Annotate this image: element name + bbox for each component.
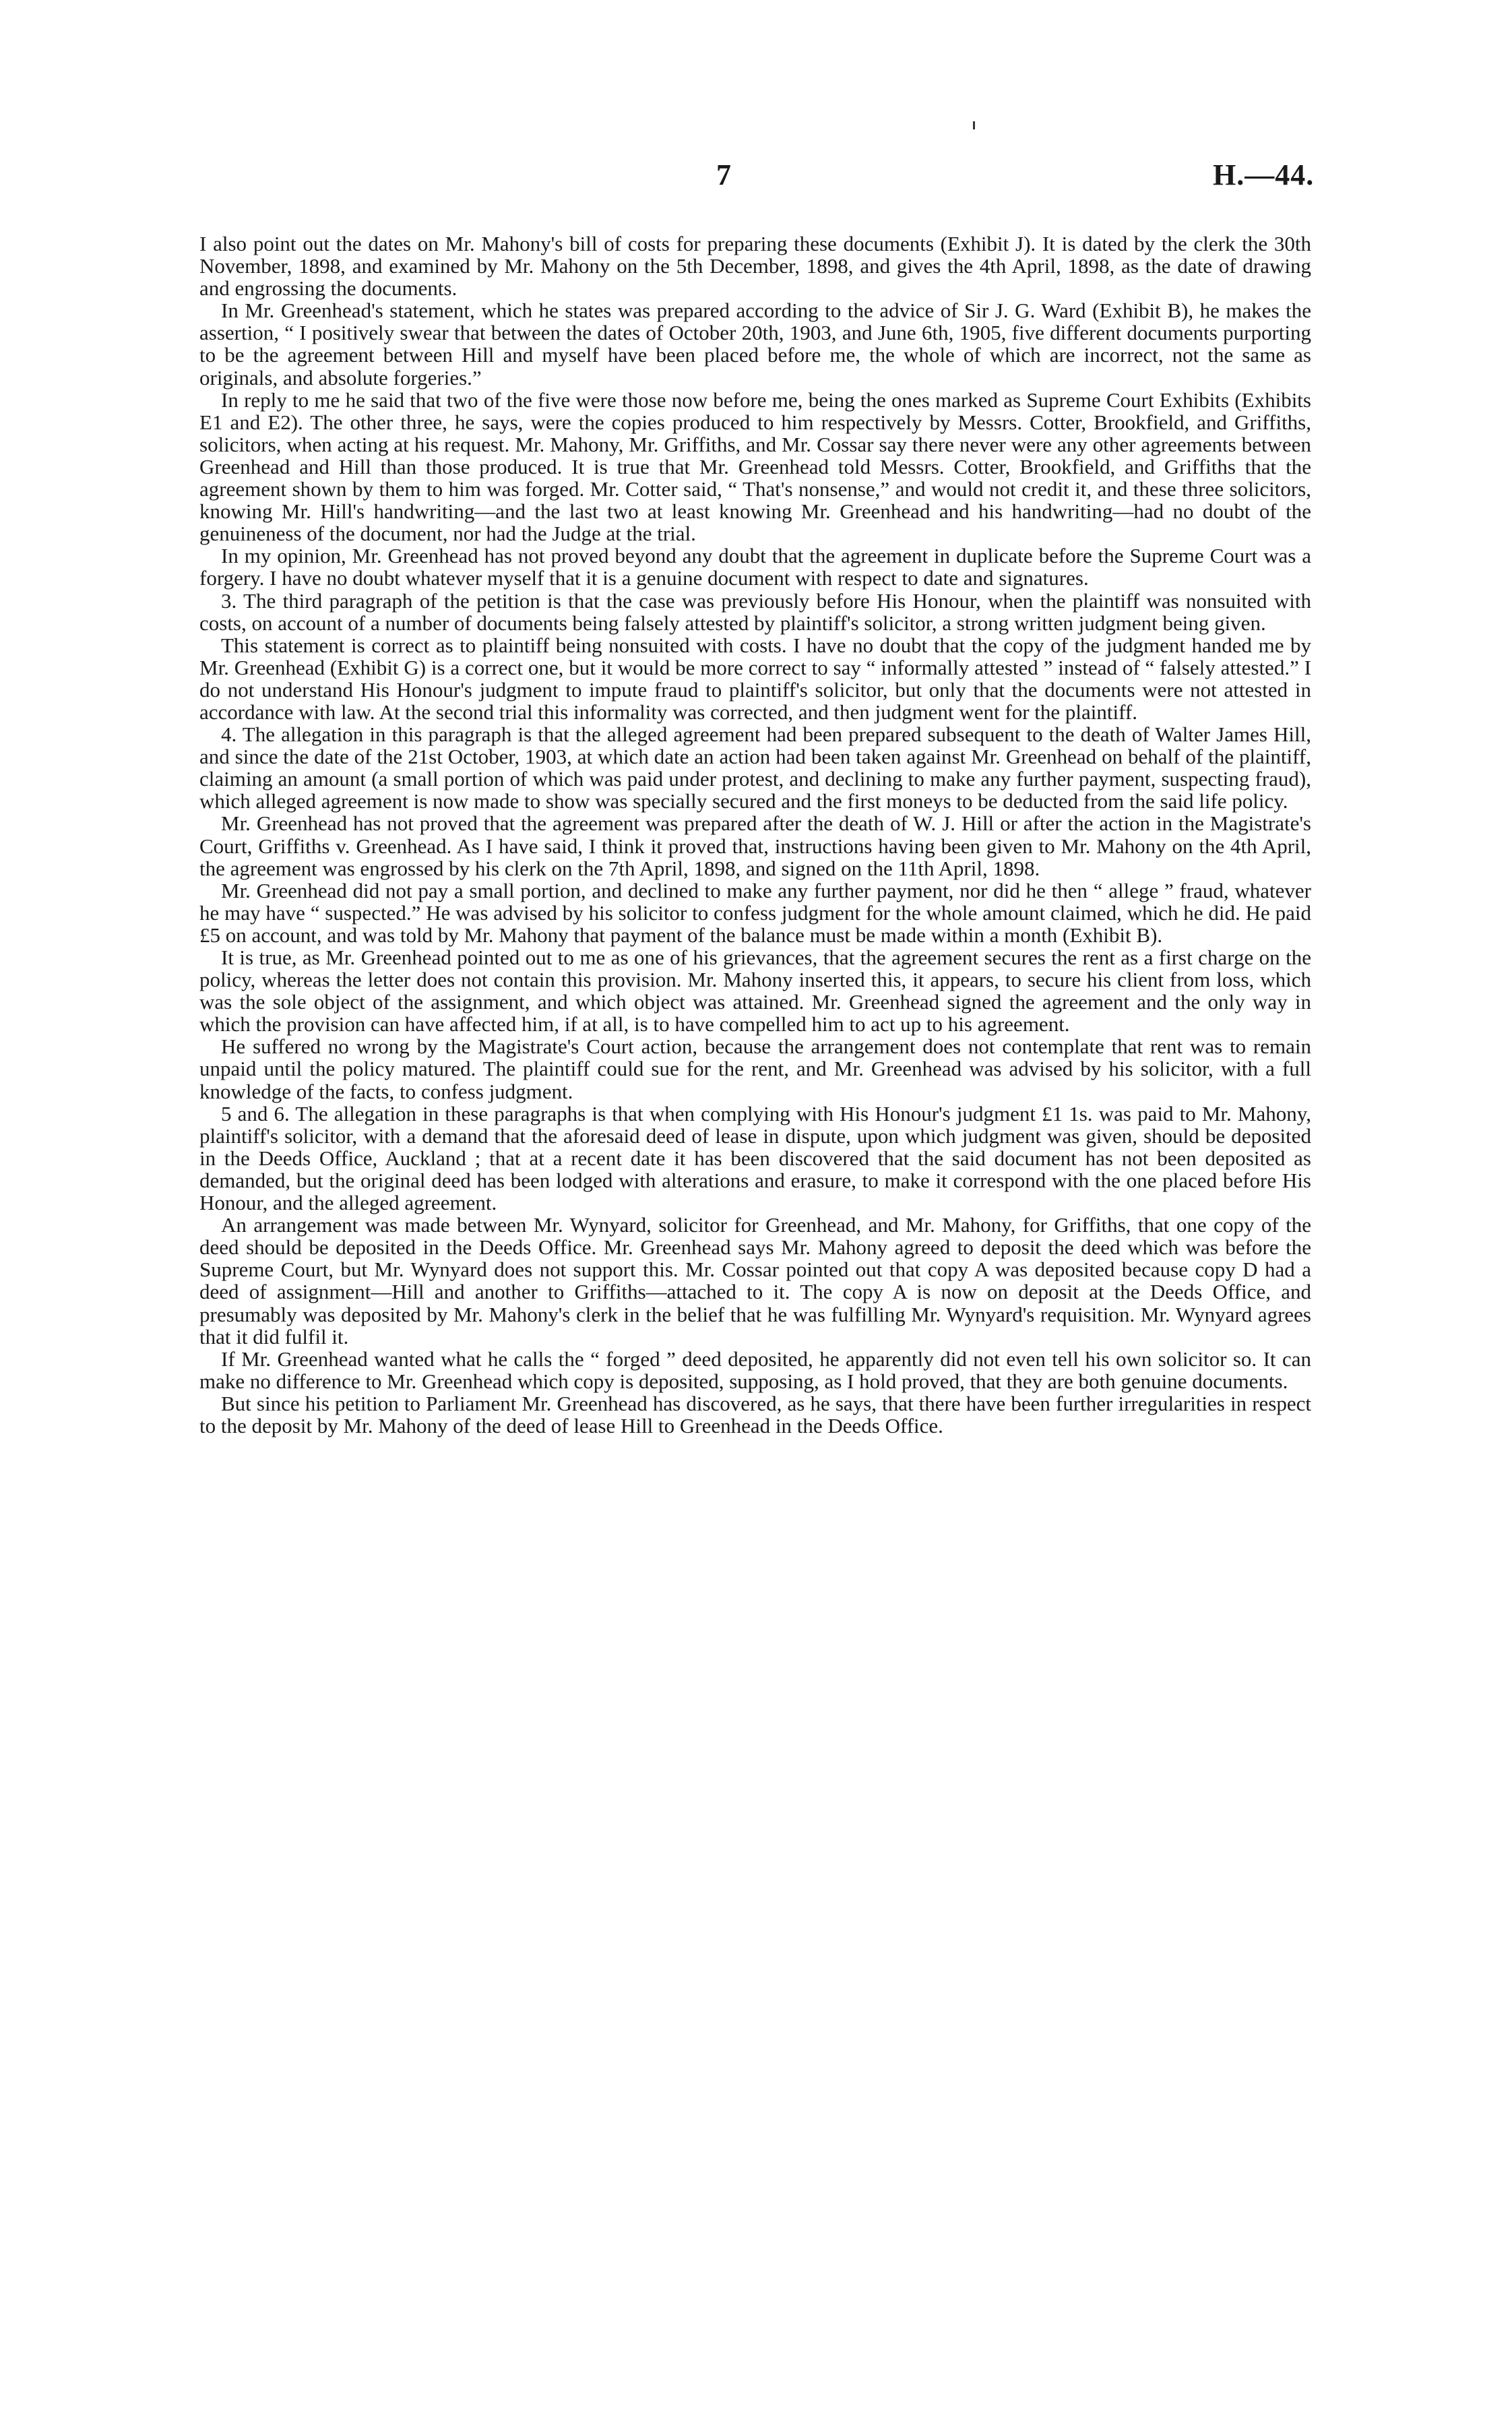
paragraph-text: 4. The allegation in this paragraph is that the alleged agreement had been prepared subsequent to the death of Walter James Hill, and since the date of the 21st October, 1903, at which date an action had been taken against Mr. Greenhead on behalf of the plaintiff, claiming an amount (a small portion of which was paid under protest, and declining to make any further payment, suspecting fraud), which alleged agreement is now made to show was specially secured and the first moneys to be deducted from the said life policy. [199, 722, 1311, 813]
paragraph [199, 946, 1311, 1035]
paragraph [199, 545, 1311, 589]
paragraph [199, 1348, 1311, 1392]
paragraph [199, 634, 1311, 723]
page-number: 7 [716, 158, 731, 191]
print-speck [973, 121, 975, 129]
document-reference: H.—44. [1213, 158, 1315, 191]
paragraph-text: He suffered no wrong by the Magistrate's Court action, because the arrangement does not contemplate that rent was to remain unpaid until the policy matured. The plaintiff could sue for the rent, and Mr. Greenhead was advised by his solicitor, with a full knowledge of the facts, to confess judgment. [199, 1034, 1311, 1103]
paragraph-text: This statement is correct as to plaintiff being nonsuited with costs. I have no doubt that the copy of the judgment handed me by Mr. Greenhead (Exhibit G) is a correct one, but it would be more correct to say “ informally attested ” instead of “ falsely attested.” I do not understand His Honour's judgment to impute fraud to plaintiff's solicitor, but only that the documents were not attested in accordance with law. At the second trial this informality was corrected, and then judgment went for the plaintiff. [199, 633, 1311, 724]
paragraph-text: In my opinion, Mr. Greenhead has not proved beyond any doubt that the agreement in duplicate before the Supreme Court was a forgery. I have no doubt whatever myself that it is a genuine document with respect to date and signatures. [199, 544, 1311, 590]
paragraph-text: But since his petition to Parliament Mr. Greenhead has discovered, as he says, that there have been further irregularities in respect to the deposit by Mr. Mahony of the deed of lease Hill to Greenhead in the Deeds Office. [199, 1391, 1311, 1437]
paragraph [199, 590, 1311, 634]
paragraph-text: It is true, as Mr. Greenhead pointed out to me as one of his grievances, that the agreement secures the rent as a first charge on the policy, whereas the letter does not contain this provision. Mr. Mahony inserted this, it appears, to secure his client from loss, which was the sole object of the assignment, and which object was attained. Mr. Greenhead signed the agreement and the only way in which the provision can have affected him, if at all, is to have compelled him to act up to his agreement. [199, 946, 1311, 1037]
paragraph-text: Mr. Greenhead did not pay a small portion, and declined to make any further payment, nor did he then “ allege ” fraud, whatever he may have “ suspected.” He was advised by his solicitor to confess judgment for the whole amount claimed, which he did. He paid £5 on account, and was told by Mr. Mahony that payment of the balance must be made within a month (Exhibit B). [199, 878, 1311, 947]
paragraph-text: In Mr. Greenhead's statement, which he states was prepared according to the advice of Sir J. G. Ward (Exhibit B), he makes the assertion, “ I positively swear that between the dates of October 20th, 1903, and June 6th, 1905, five different documents purporting to be the agreement between Hill and myself have been placed before me, the whole of which are incorrect, not the same as originals, and absolute forgeries.” [199, 299, 1311, 390]
paragraph [199, 812, 1311, 879]
paragraph [199, 723, 1311, 812]
paragraph [199, 879, 1311, 946]
paragraph [199, 233, 1311, 299]
paragraph-text: I also point out the dates on Mr. Mahony's bill of costs for preparing these documents (Exhibit J). It is dated by the clerk the 30th November, 1898, and examined by Mr. Mahony on the 5th December, 1898, and gives the 4th April, 1898, as the date of drawing and engrossing the documents. [199, 232, 1311, 301]
paragraph [199, 1392, 1311, 1437]
paragraph-text: If Mr. Greenhead wanted what he calls the “ forged ” deed deposited, he apparently did not even tell his own solicitor so. It can make no difference to Mr. Greenhead which copy is deposited, supposing, as I hold proved, that they are both genuine documents. [199, 1347, 1311, 1393]
paragraph-text: 5 and 6. The allegation in these paragraphs is that when complying with His Honour's judgment £1 1s. was paid to Mr. Mahony, plaintiff's solicitor, with a demand that the aforesaid deed of lease in dispute, upon which judgment was given, should be deposited in the Deeds Office, Auckland ; that at a recent date it has been discovered that the said document has not been deposited as demanded, but the original deed has been lodged with alterations and erasure, to make it correspond with the one placed before His Honour, and the alleged agreement. [199, 1101, 1311, 1215]
paragraph-text: An arrangement was made between Mr. Wynyard, solicitor for Greenhead, and Mr. Mahony, for Griffiths, that one copy of the deed should be deposited in the Deeds Office. Mr. Greenhead says Mr. Mahony agreed to deposit the deed which was before the Supreme Court, but Mr. Wynyard does not support this. Mr. Cossar pointed out that copy A was deposited because copy D had a deed of assignment—Hill and another to Griffiths—attached to it. The copy A is now on deposit at the Deeds Office, and presumably was deposited by Mr. Mahony's clerk in the belief that he was fulfilling Mr. Wynyard's requisition. Mr. Wynyard agrees that it did fulfil it. [199, 1213, 1311, 1349]
paragraph [199, 389, 1311, 545]
body-text [199, 233, 1311, 1437]
paragraph-text: In reply to me he said that two of the five were those now before me, being the ones marked as Supreme Court Exhibits (Exhibits E1 and E2). The other three, he says, were the copies produced to him respectively by Messrs. Cotter, Brookfield, and Griffiths, solicitors, when acting at his request. Mr. Mahony, Mr. Griffiths, and Mr. Cossar say there never were any other agreements between Greenhead and Hill than those produced. It is true that Mr. Greenhead told Messrs. Cotter, Brookfield, and Griffiths that the agreement shown by them to him was forged. Mr. Cotter said, “ That's nonsense,” and would not credit it, and these three solicitors, knowing Mr. Hill's handwriting—and the last two at least knowing Mr. Greenhead and his handwriting—had no doubt of the genuineness of the document, nor had the Judge at the trial. [199, 388, 1311, 546]
paragraph [199, 1103, 1311, 1214]
paragraph [199, 1035, 1311, 1102]
paragraph [199, 1214, 1311, 1348]
paragraph-text: 3. The third paragraph of the petition is that the case was previously before His Honour, when the plaintiff was nonsuited with costs, on account of a number of documents being falsely attested by plaintiff's solicitor, a strong written judgment being given. [199, 588, 1311, 635]
paragraph [199, 299, 1311, 388]
paragraph-text: Mr. Greenhead has not proved that the agreement was prepared after the death of W. J. Hill or after the action in the Magistrate's Court, Griffiths v. Greenhead. As I have said, I think it proved that, instructions having been given to Mr. Mahony on the 4th April, the agreement was engrossed by his clerk on the 7th April, 1898, and signed on the 11th April, 1898. [199, 811, 1311, 880]
